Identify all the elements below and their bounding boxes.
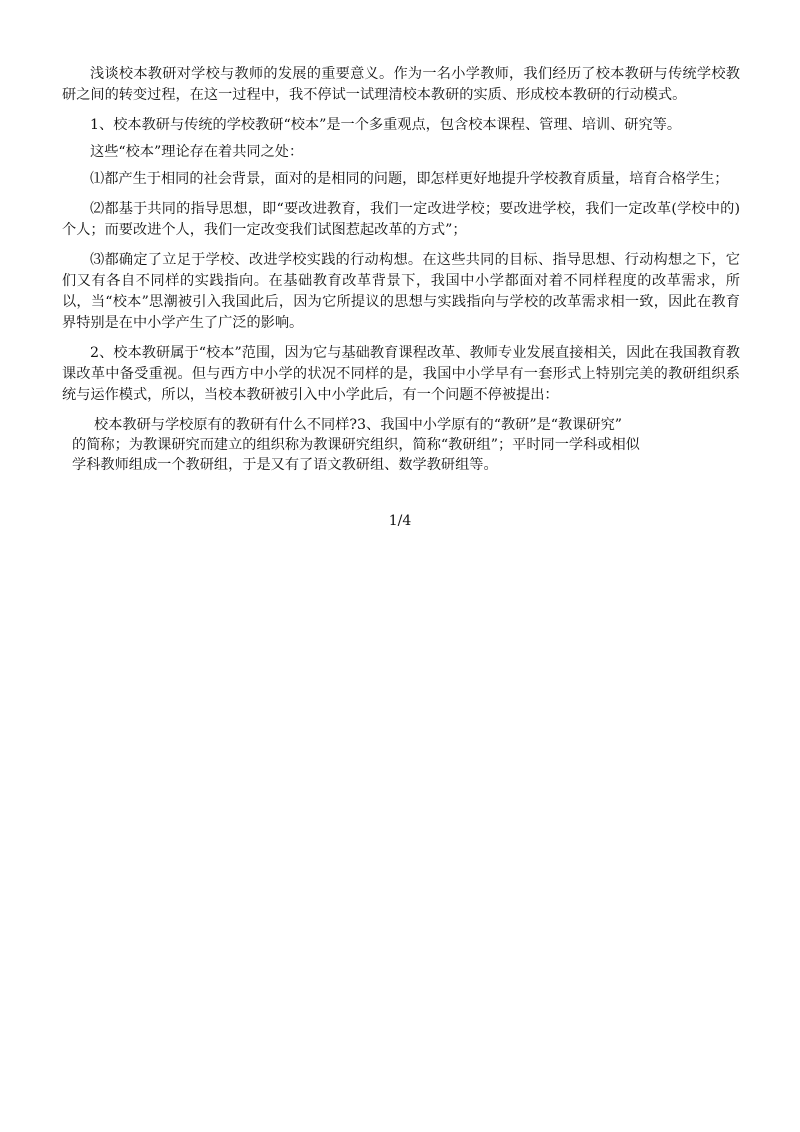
document-body — [62, 64, 740, 475]
continuation-line-2: 学科教师组成一个教研组，于是又有了语文教研组、数学教研组等。 — [72, 457, 498, 473]
section-2-paragraph: 2、校本教研属于“校本”范围，因为它与基础教育课程改革、教师专业发展直接相关，因此在我国教育教课改革中备受重视。但与西方中小学的状况不同样的是，我国中小学早有一套形式上特别完美的教研组织系统与运作模式，所以，当校本教研被引入中小学此后，有一个问题不停被提出： — [62, 345, 740, 403]
page-number: 1/4 — [388, 513, 412, 529]
point-3-paragraph: ⑶都确定了立足于学校、改进学校实践的行动构想。在这些共同的目标、指导思想、行动构想之下，它们又有各自不同样的实践指向。在基础教育改革背景下，我国中小学都面对着不同样程度的改革需求，所以，当“校本”思潮被引入我国此后，因为它所提议的思想与实践指向与学校的改革需求相一致，因此在教育界特别是在中小学产生了广泛的影响。 — [62, 252, 740, 331]
point-2-paragraph: ⑵都基于共同的指导思想，即“要改进教育，我们一定改进学校；要改进学校，我们一定改革(学校中的)个人；而要改进个人，我们一定改变我们试图惹起改革的方式”； — [62, 201, 740, 238]
question-line: 校本教研与学校原有的教研有什么不同样?3、我国中小学原有的“教研”是“教课研究” — [94, 417, 623, 433]
intro-paragraph: 浅谈校本教研对学校与教师的发展的重要意义。作为一名小学教师，我们经历了校本教研与传统学校教研之间的转变过程，在这一过程中，我不停试一试理清校本教研的实质、形成校本教研的行动模式。 — [62, 66, 740, 103]
common-points-heading: 这些“校本”理论存在着共同之处： — [90, 144, 304, 160]
point-1-paragraph: ⑴都产生于相同的社会背景，面对的是相同的问题，即怎样更好地提升学校教育质量，培育合格学生； — [90, 171, 729, 187]
section-1-paragraph: 1、校本教研与传统的学校教研“校本”是一个多重观点，包含校本课程、管理、培训、研究等。 — [90, 117, 682, 133]
continuation-line-1: 的简称；为教课研究而建立的组织称为教课研究组织，简称“教研组”；平时同一学科或相似 — [72, 437, 640, 453]
